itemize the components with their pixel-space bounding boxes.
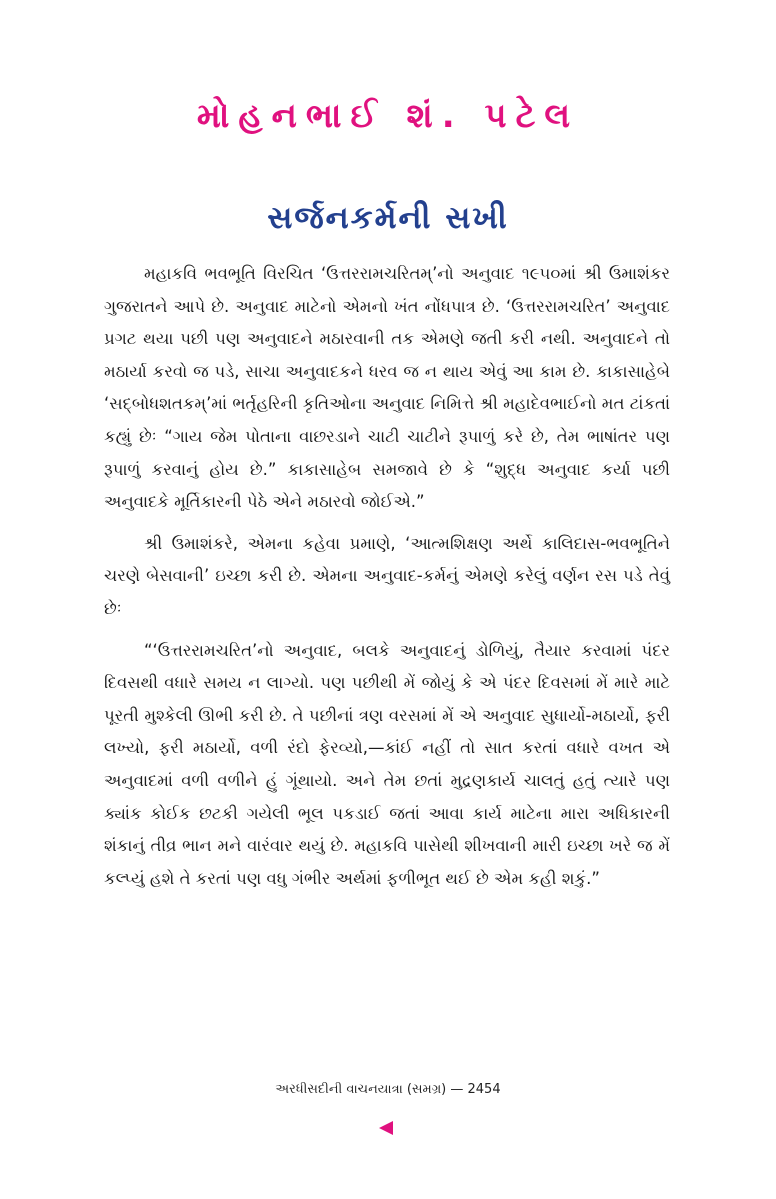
page-footer: અરધીસદીની વાચનયાત્રા (સમગ્ર) — 2454 (275, 1082, 501, 1097)
article-title: સર્જનકર્મની સખી (267, 200, 509, 236)
article-body (104, 258, 670, 904)
paragraph: મહાકવિ ભવભૂતિ વિરચિત ‘ઉત્તરરામચરિતમ્’નો અનુવાદ ૧૯૫૦માં શ્રી ઉમાશંકર ગુજરાતને આપે છે. અનુવાદ માટેનો એમનો ખંત નોંધપાત્ર છે. ‘ઉત્તરરામચરિત’ અનુવાદ પ્રગટ થયા પછી પણ અનુવાદને મઠારવાની તક એમણે જતી કરી નથી. અનુવાદને તો મઠાર્યા કરવો જ પડે, સાચા અનુવાદકને ધરવ જ ન થાય એવું આ કામ છે. કાકાસાહેબે ‘સદ્બોધશતકમ્’માં ભર્તૃહરિની કૃતિઓના અનુવાદ નિમિત્તે શ્રી મહાદેવભાઈનો મત ટાંકતાં કહ્યું છેઃ “ગાય જેમ પોતાના વાછરડાને ચાટી ચાટીને રૂપાળું કરે છે, તેમ ભાષાંતર પણ રૂપાળું કરવાનું હોય છે.” કાકાસાહેબ સમજાવે છે કે “શુદ્ધ અનુવાદ કર્યા પછી અનુવાદકે મૂર્તિકારની પેઠે એને મઠારવો જોઈએ.” (104, 264, 670, 512)
paragraph: શ્રી ઉમાશંકરે, એમના કહેવા પ્રમાણે, ‘આત્મશિક્ષણ અર્થે કાલિદાસ-ભવભૂતિને ચરણે બેસવાની’ ઇચ્છા કરી છે. એમના અનુવાદ-કર્મનું એમણે કરેલું વર્ણન રસ પડે તેવું છેઃ (104, 533, 670, 618)
previous-page-arrow-icon[interactable] (379, 1121, 393, 1135)
quote-paragraph: “‘ઉત્તરરામચરિત’નો અનુવાદ, બલકે અનુવાદનું ડોળિયું, તૈયાર કરવામાં પંદર દિવસથી વધારે સમય ન લાગ્યો. પણ પછીથી મેં જોયું કે એ પંદર દિવસમાં મેં મારે માટે પૂરતી મુશ્કેલી ઊભી કરી છે. તે પછીનાં ત્રણ વરસમાં મેં એ અનુવાદ સુધાર્યો-મઠાર્યો, ફરી લખ્યો, ફરી મઠાર્યો, વળી રંદો ફેરવ્યો,—કાંઈ નહીં તો સાત કરતાં વધારે વખત એ અનુવાદમાં વળી વળીને હું ગૂંથાયો. અને તેમ છતાં મુદ્રણકાર્ય ચાલતું હતું ત્યારે પણ ક્યાંક કોઈક છટકી ગયેલી ભૂલ પકડાઈ જતાં આવા કાર્ય માટેના મારા અધિકારની શંકાનું તીવ્ર ભાન મને વારંવાર થયું છે. મહાકવિ પાસેથી શીખવાની મારી ઇચ્છા ખરે જ મેં કલ્પ્યું હશે તે કરતાં પણ વધુ ગંભીર અર્થમાં ફળીભૂત થઈ છે એમ કહી શકું.” (104, 640, 670, 888)
author-name: મોહનભાઈ શં. પટેલ (196, 96, 580, 136)
